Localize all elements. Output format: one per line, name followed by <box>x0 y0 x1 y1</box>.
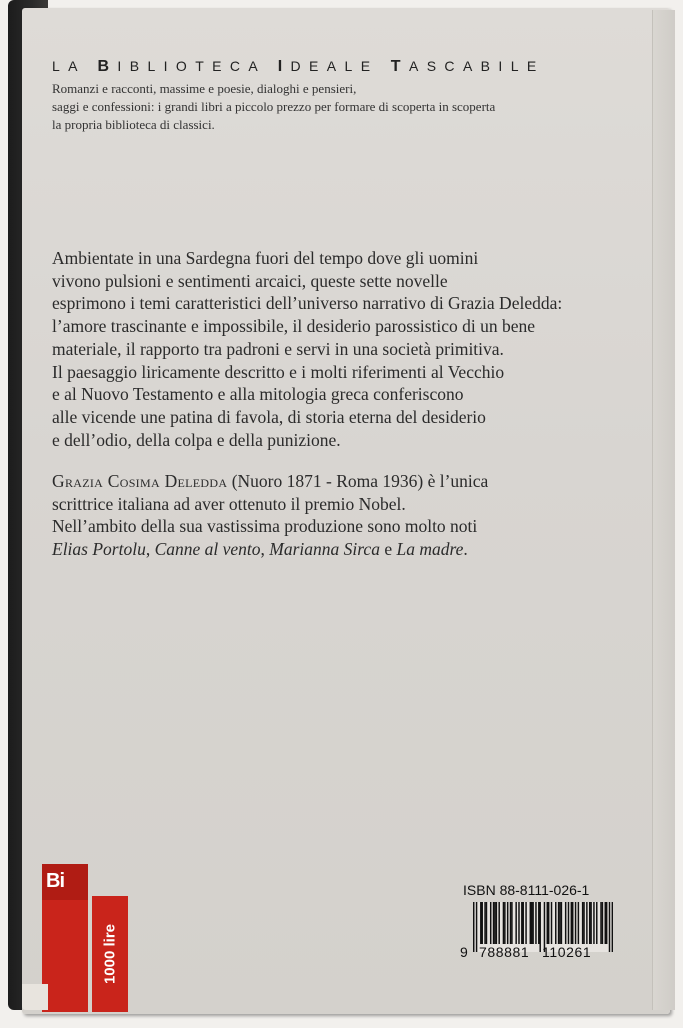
cover-right-edge <box>652 10 675 1010</box>
publisher-logo <box>42 864 88 1012</box>
barcode-bar <box>551 902 552 944</box>
barcode-bar <box>548 902 549 944</box>
barcode-bar <box>484 902 485 944</box>
barcode-bar <box>518 902 519 944</box>
barcode-bar <box>521 902 522 944</box>
barcode-bar <box>572 902 573 944</box>
barcode-bar <box>555 902 556 944</box>
blurb-line: materiale, il rapporto tra padroni e servi in una società primitiva. <box>52 338 504 359</box>
series-initial-i: I <box>277 58 291 75</box>
barcode-bar <box>522 902 523 944</box>
barcode-digits-left: 788881 <box>479 944 530 960</box>
barcode-bar <box>612 902 613 952</box>
barcode-bar <box>600 902 601 944</box>
barcode-bar <box>606 902 607 944</box>
barcode-bar <box>498 902 499 944</box>
barcode-bar <box>590 902 591 944</box>
barcode-bar <box>609 902 610 952</box>
author-name: Grazia Cosima Deledda <box>52 471 228 491</box>
barcode-bar <box>571 902 572 944</box>
barcode-bar <box>507 902 508 944</box>
blurb-line: Il paesaggio liricamente descritto e i molti riferimenti al Vecchio <box>52 361 505 382</box>
book-title: La madre <box>396 539 464 560</box>
barcode-bar <box>561 902 562 944</box>
blurb-line: vivono pulsioni e sentimenti arcaici, queste sette novelle <box>52 270 448 291</box>
barcode-bar <box>586 902 587 944</box>
barcode-bar <box>490 902 491 944</box>
separator: , <box>260 539 270 560</box>
barcode-bar <box>493 902 494 944</box>
tagline-line: Romanzi e racconti, massime e poesie, dialoghi e pensieri, <box>52 81 357 96</box>
barcode-bar <box>525 902 526 944</box>
separator: , <box>145 539 155 560</box>
barcode-bar <box>602 902 603 944</box>
blurb-line: l’amore trascinante e impossibile, il desiderio parossistico di un bene <box>52 316 536 337</box>
barcode-bar <box>531 902 532 944</box>
barcode-bar <box>473 902 474 952</box>
blurb-line: alle vicende une patina di favola, di storia eterna del desiderio <box>52 406 486 427</box>
barcode-bar <box>568 902 569 944</box>
barcode-bar <box>503 902 504 944</box>
barcode-bar <box>535 902 536 944</box>
barcode-bar <box>504 902 505 944</box>
price-text: 1000 lire <box>101 923 119 985</box>
series-initial-b: B <box>97 58 118 75</box>
cover-corner-wear <box>22 984 48 1010</box>
series-word-tascabile: ASCABILE <box>408 58 545 74</box>
series-prefix: LA <box>52 58 86 74</box>
price-tag <box>92 896 128 1012</box>
barcode-bar <box>578 902 579 944</box>
barcode-bar <box>496 902 497 944</box>
barcode-bar <box>589 902 590 944</box>
separator: . <box>463 539 468 560</box>
barcode-bar <box>583 902 584 944</box>
book-title: Marianna Sirca <box>269 539 380 560</box>
barcode-bar <box>515 902 516 944</box>
barcode-bar <box>532 902 533 944</box>
book-blurb <box>52 247 652 451</box>
barcode-bar <box>481 902 482 944</box>
barcode-bar <box>538 902 539 944</box>
blurb-line: e dell’odio, della colpa e della punizione. <box>52 429 341 450</box>
barcode-bar <box>593 902 594 944</box>
bio-line: scrittrice italiana ad aver ottenuto il premio Nobel. <box>52 493 406 514</box>
barcode-bar <box>605 902 606 944</box>
barcode-bar <box>539 902 540 952</box>
book-title: Canne al vento <box>154 539 261 560</box>
bio-dates: (Nuoro 1871 - Roma 1936) è l’unica <box>227 471 489 491</box>
author-bio <box>52 470 652 561</box>
barcode-bar <box>480 902 481 944</box>
barcode-bar <box>582 902 583 944</box>
barcode-bar <box>558 902 559 944</box>
blurb-line: e al Nuovo Testamento e alla mitologia greca conferiscono <box>52 384 464 405</box>
bio-line <box>52 538 652 561</box>
barcode-bar <box>486 902 487 944</box>
barcode-bar <box>547 902 548 944</box>
blurb-line: esprimono i temi caratteristici dell’universo narrativo di Grazia Deledda: <box>52 293 563 314</box>
series-word-biblioteca: IBLIOTECA <box>117 58 266 74</box>
barcode-bar <box>511 902 512 944</box>
barcode-digits-right: 110261 <box>542 944 592 960</box>
barcode-bar <box>510 902 511 944</box>
barcode-bar <box>596 902 597 944</box>
series-tagline <box>52 80 612 134</box>
barcode-bar <box>530 902 531 944</box>
tagline-line: la propria biblioteca di classici. <box>52 117 215 132</box>
book-title: Elias Portolu <box>52 539 146 560</box>
series-word-ideale: DEALE <box>290 58 379 74</box>
barcode-bar <box>494 902 495 944</box>
isbn-label: ISBN 88-8111-026-1 <box>463 882 590 898</box>
barcode-digit-first: 9 <box>460 944 468 960</box>
tagline-line: saggi e confessioni: i grandi libri a piccolo prezzo per formare di scoperta in scoperta <box>52 99 496 114</box>
series-initial-t: T <box>390 58 409 75</box>
barcode-bar <box>575 902 576 944</box>
bio-line <box>52 470 652 493</box>
bio-line: Nell’ambito della sua vastissima produzione sono molto noti <box>52 516 478 537</box>
blurb-line: Ambientate in una Sardegna fuori del tempo dove gli uomini <box>52 248 479 268</box>
logo-text: Bi <box>46 870 64 892</box>
barcode-bar <box>559 902 560 944</box>
barcode-bar <box>476 902 477 952</box>
barcode-bar <box>565 902 566 944</box>
separator: e <box>379 539 397 560</box>
series-title <box>52 58 658 76</box>
